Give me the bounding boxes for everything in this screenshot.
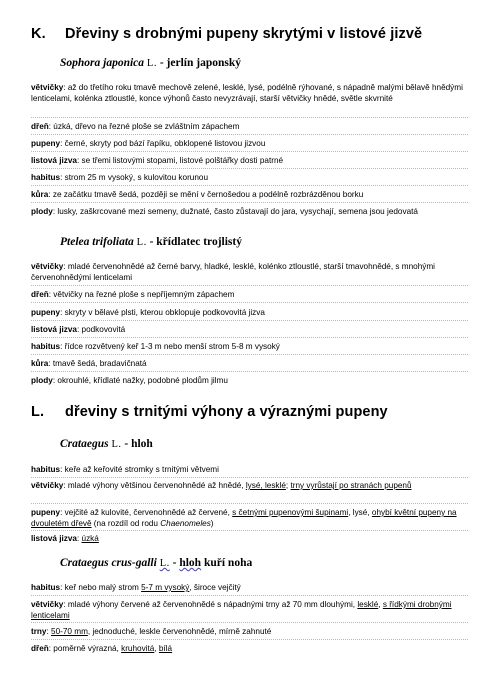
entry-listova-jizva: listová jizva: úzká <box>31 534 99 543</box>
section-l-letter: L. <box>31 404 45 420</box>
entry-listova-jizva: listová jizva: se třemi listovými stopami, listové polštářky dosti patrné <box>31 156 284 165</box>
entry-dren: dřeň: úzká, dřevo na řezné ploše se zvláštním zápachem <box>31 122 240 131</box>
species-latin: Sophora japonica <box>60 57 145 69</box>
entry-habitus: habitus: keře až keřovité stromky s trnitými větvemi <box>31 465 219 474</box>
separator <box>31 622 468 623</box>
separator <box>31 595 468 596</box>
species-czech: - jerlín japonský <box>159 57 241 69</box>
entry-habitus: habitus: řídce rozvětvený keř 1-3 m nebo menší strom 5-8 m vysoký <box>31 342 280 351</box>
entry-dren: dřeň: poměrně výrazná, kruhovitá, bílá <box>31 644 173 653</box>
separator <box>31 285 468 286</box>
entry-plody: plody: lusky, zaškrcované mezi semeny, dužnaté, často zůstavají do jara, vysychají, semena jsou jedovatá <box>31 207 418 216</box>
entry-vetvicky: větvičky: až do třetího roku tmavě mechově zelené, lesklé, lysé, podélně rýhované, s nápadně malými bělavě hnědými lenticelami, kolénka ztloustlé, konce výhonů často nevyzrávají, starší větvičky hnědé, světle skvrnité <box>31 83 463 103</box>
separator <box>31 168 468 169</box>
entry-habitus: habitus: strom 25 m vysoký, s kulovitou korunou <box>31 173 209 182</box>
entry-pupeny: pupeny: černé, skryty pod bází řapíku, obklopené listovou jizvou <box>31 139 266 148</box>
separator <box>31 134 468 135</box>
separator <box>31 371 468 372</box>
separator <box>31 151 468 152</box>
species-heading-crataegus-crus-galli <box>60 557 252 569</box>
species-author: L. <box>159 558 170 569</box>
entry-vetvicky: větvičky: mladé výhony červené až červenohnědé s nápadnými trny až 70 mm dlouhými, lesklé, s řídkými drobnými lenticelami <box>31 600 452 620</box>
species-latin: Ptelea trifoliata <box>60 236 134 248</box>
separator <box>31 117 468 118</box>
species-author: L. <box>136 237 147 248</box>
species-latin: Crataegus <box>60 438 109 450</box>
separator <box>31 202 468 203</box>
separator <box>31 477 468 478</box>
entry-kura: kůra: tmavě šedá, bradavičnatá <box>31 359 147 368</box>
genus-name: Chaenomeles <box>160 519 211 528</box>
species-heading-sophora <box>60 57 241 69</box>
entry-trny: trny: 50-70 mm, jednoduché, leskle červenohnědé, mírně zahnuté <box>31 627 272 636</box>
entry-pupeny: pupeny: vejčité až kulovité, červenohnědé až červené, s četnými pupenovými šupinami, lysé, ohybí květní pupeny na dvouletém dřevě (na rozdíl od rodu Chaenomeles) <box>31 508 457 528</box>
section-k-letter: K. <box>31 26 46 42</box>
species-czech: - křídlatec trojlistý <box>149 236 242 248</box>
species-author: L. <box>111 439 122 450</box>
separator <box>31 530 468 531</box>
entry-vetvicky: větvičky: mladé výhony většinou červenohnědé až hnědé, lysé, lesklé; trny vyrůstají po stranách pupenů <box>31 481 412 490</box>
section-l-heading <box>31 404 388 420</box>
separator <box>31 639 468 640</box>
species-author: L. <box>146 58 157 69</box>
species-heading-ptelea <box>60 236 242 248</box>
section-k-title: Dřeviny s drobnými pupeny skrytými v listové jizvě <box>65 26 423 42</box>
separator <box>31 320 468 321</box>
section-l-title: dřeviny s trnitými výhony a výraznými pupeny <box>65 404 388 420</box>
species-latin: Crataegus crus-galli <box>60 557 157 569</box>
separator <box>31 337 468 338</box>
entry-pupeny: pupeny: skryty v bělavé plsti, kterou obklopuje podkovovitá jizva <box>31 308 265 317</box>
species-heading-crataegus <box>60 438 153 450</box>
separator <box>31 503 468 504</box>
separator <box>31 185 468 186</box>
entry-plody: plody: okrouhlé, křídlaté nažky, podobné plodům jilmu <box>31 376 228 385</box>
entry-habitus: habitus: keř nebo malý strom 5-7 m vysoký, široce vejčitý <box>31 583 241 592</box>
species-czech: - hloh <box>124 438 153 450</box>
species-czech: - hloh kuří noha <box>172 557 253 569</box>
entry-dren: dřeň: větvičky na řezné ploše s nepříjemným zápachem <box>31 290 235 299</box>
separator <box>31 354 468 355</box>
entry-vetvicky: větvičky: mladé červenohnědé až černé barvy, hladké, lesklé, kolénko ztloustlé, starší tmavohnědé, s mnohými červenohnědými lenticelami <box>31 262 435 282</box>
entry-kura: kůra: ze začátku tmavě šedá, později se mění v černošedou a podélně rozbrázděnou borku <box>31 190 364 199</box>
entry-listova-jizva: listová jizva: podkovovitá <box>31 325 126 334</box>
separator <box>31 302 468 303</box>
section-k-heading <box>31 26 422 42</box>
